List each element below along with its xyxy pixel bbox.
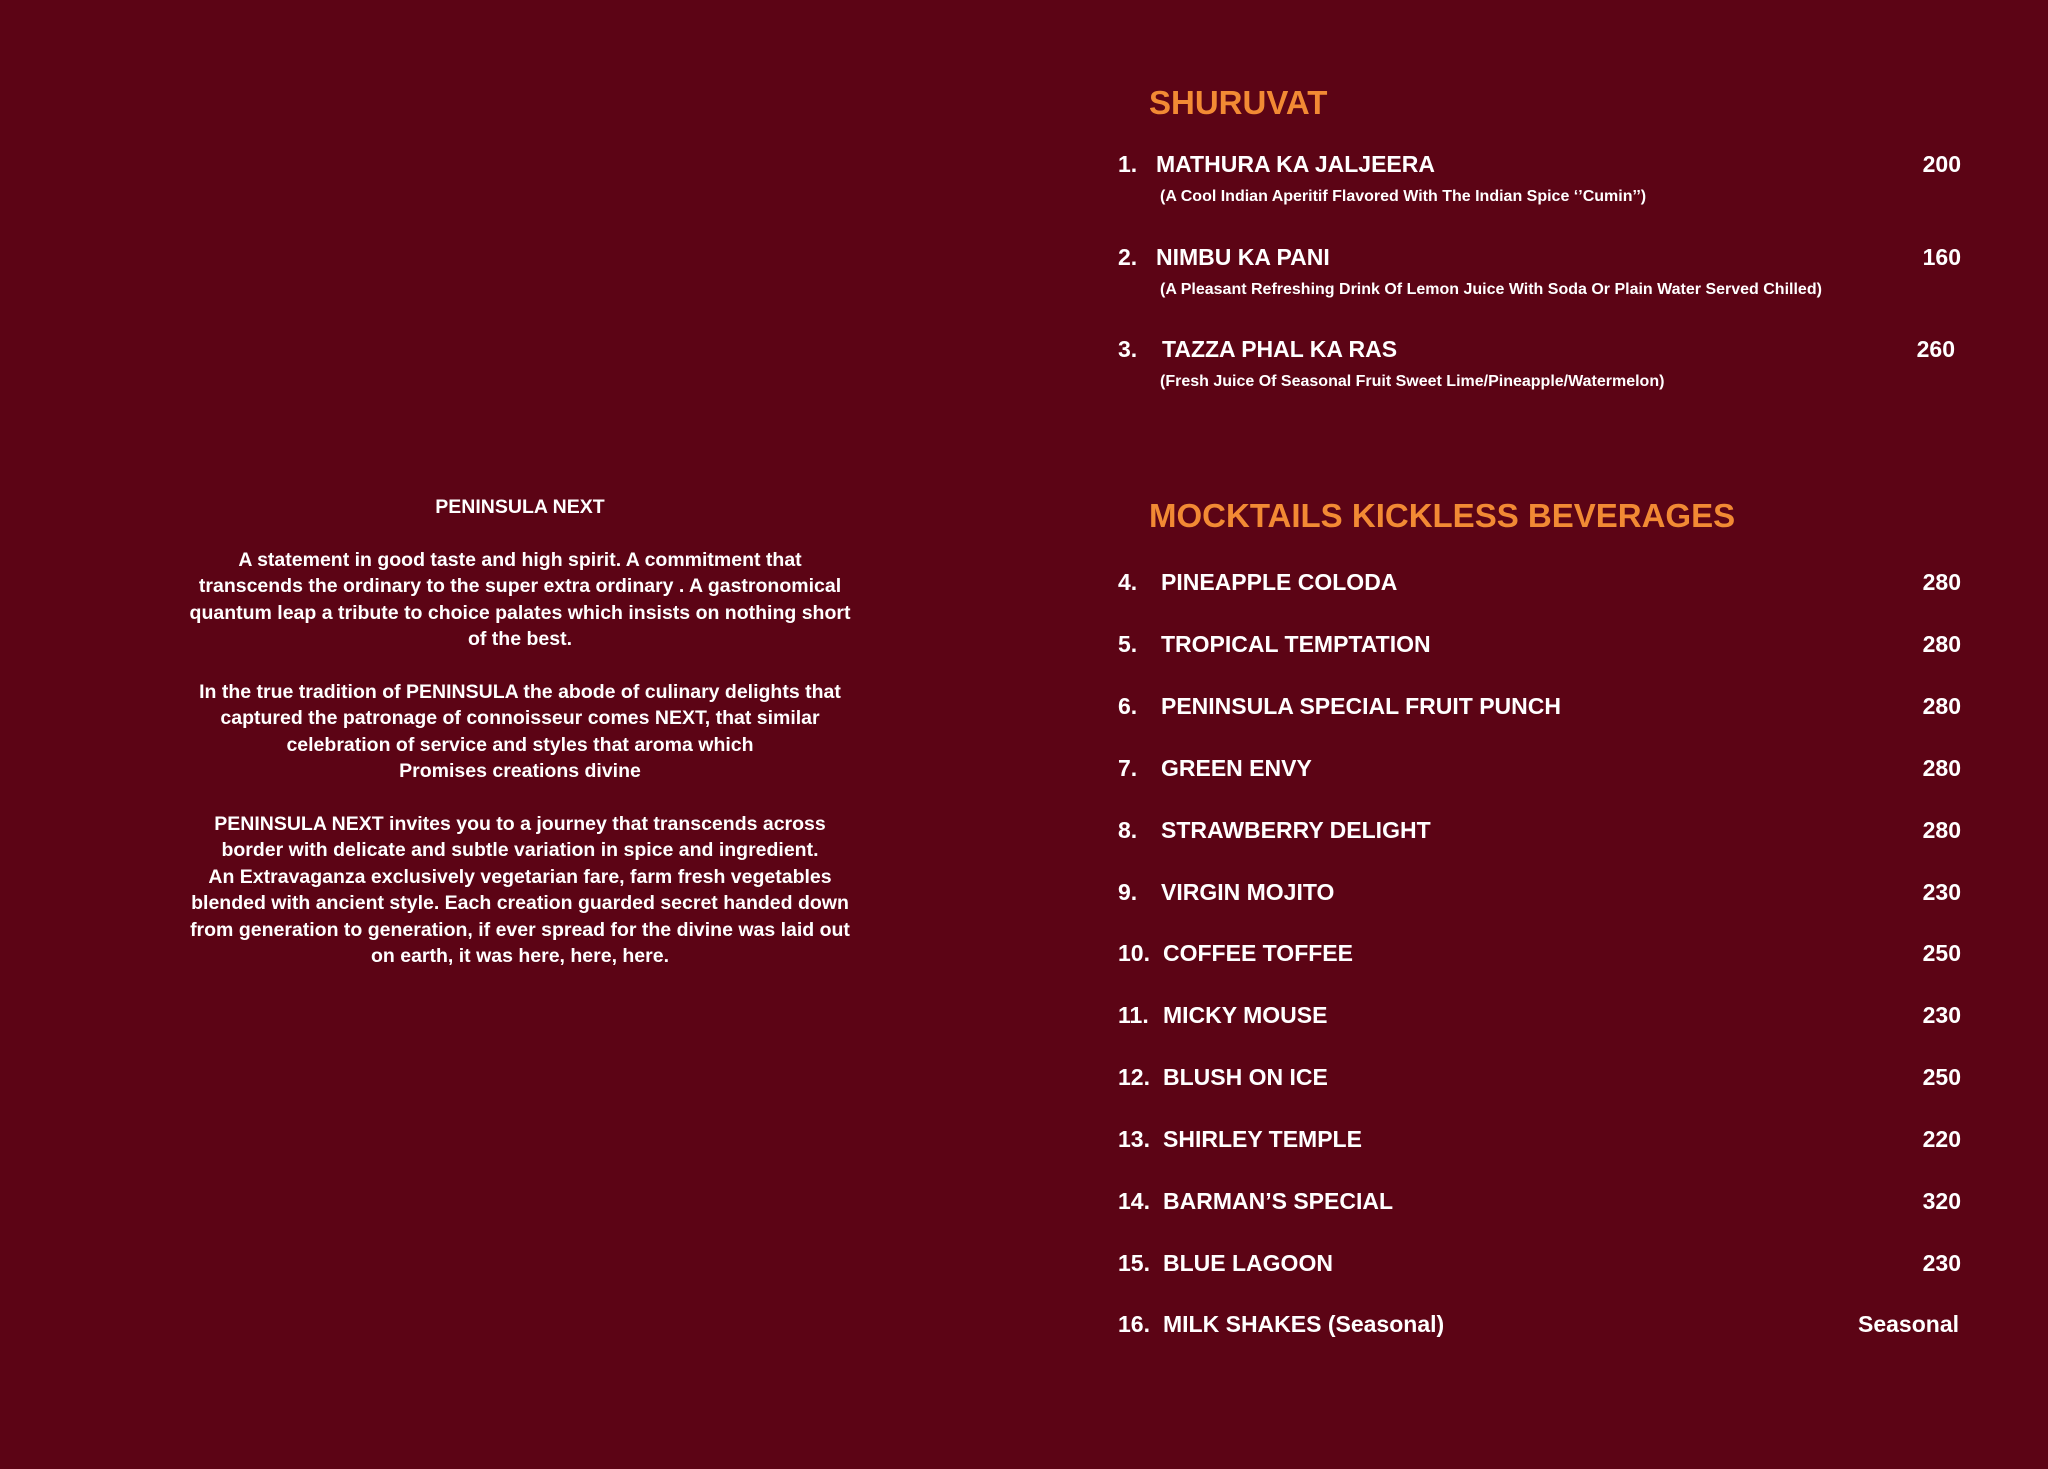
intro-line: PENINSULA NEXT invites you to a journey that transcends across xyxy=(214,812,826,835)
item-price: 160 xyxy=(1922,244,1961,270)
item-name: PINEAPPLE COLODA xyxy=(1161,569,1398,595)
intro-line: A statement in good taste and high spirit. A commitment that xyxy=(238,548,802,571)
item-name: SHIRLEY TEMPLE xyxy=(1163,1126,1362,1152)
item-name: COFFEE TOFFEE xyxy=(1163,940,1353,966)
intro-line: An Extravaganza exclusively vegetarian fare, farm fresh vegetables xyxy=(208,865,832,888)
intro-paragraph-3 xyxy=(170,811,870,970)
menu-item xyxy=(1118,151,1961,205)
intro-line: In the true tradition of PENINSULA the abode of culinary delights that xyxy=(199,680,841,703)
intro-line: Promises creations divine xyxy=(399,760,641,782)
item-name: MICKY MOUSE xyxy=(1163,1002,1328,1028)
item-name: PENINSULA SPECIAL FRUIT PUNCH xyxy=(1161,693,1561,719)
menu-item xyxy=(1118,631,1961,663)
intro-line: blended with ancient style. Each creation guarded secret handed down xyxy=(191,892,849,914)
section-heading-shuruvat: SHURUVAT xyxy=(1149,84,1328,121)
item-price: 280 xyxy=(1922,693,1961,719)
item-description: (A Pleasant Refreshing Drink Of Lemon Juice With Soda Or Plain Water Served Chilled) xyxy=(1160,281,1822,298)
item-price: 250 xyxy=(1922,1064,1961,1090)
intro-line: on earth, it was here, here, here. xyxy=(370,945,670,967)
menu-item xyxy=(1118,336,1961,390)
item-number: 9. xyxy=(1118,879,1138,905)
item-price: 230 xyxy=(1922,1002,1961,1028)
item-name: VIRGIN MOJITO xyxy=(1161,879,1335,905)
menu-item xyxy=(1118,1188,1961,1220)
menu-item xyxy=(1118,1311,1961,1343)
intro-line: captured the patronage of connoisseur comes NEXT, that similar xyxy=(220,707,820,729)
item-name: BLUE LAGOON xyxy=(1163,1250,1333,1276)
item-description: (A Cool Indian Aperitif Flavored With The Indian Spice ‘’Cumin’’) xyxy=(1160,188,1647,205)
item-number: 16. xyxy=(1118,1311,1150,1337)
item-description: (Fresh Juice Of Seasonal Fruit Sweet Lime/Pineapple/Watermelon) xyxy=(1160,373,1665,390)
item-number: 14. xyxy=(1118,1188,1150,1214)
item-number: 8. xyxy=(1118,817,1138,843)
item-name: BLUSH ON ICE xyxy=(1163,1064,1328,1090)
item-price: 220 xyxy=(1922,1126,1961,1152)
item-price: 280 xyxy=(1922,755,1961,781)
item-number: 6. xyxy=(1118,693,1138,719)
menu-item xyxy=(1118,755,1961,787)
item-name: BARMAN’S SPECIAL xyxy=(1163,1188,1394,1214)
intro-line: transcends the ordinary to the super extra ordinary . A gastronomical xyxy=(198,575,842,597)
item-price: 320 xyxy=(1922,1188,1961,1214)
item-price: 230 xyxy=(1922,1250,1961,1276)
intro-line: celebration of service and styles that aroma which xyxy=(286,733,754,756)
item-name: MATHURA KA JALJEERA xyxy=(1156,151,1435,177)
intro-paragraph-1 xyxy=(170,547,870,653)
item-number: 13. xyxy=(1118,1126,1150,1152)
item-number: 12. xyxy=(1118,1064,1150,1090)
item-price: 200 xyxy=(1922,151,1961,177)
intro-line: of the best. xyxy=(467,628,572,650)
menu-item xyxy=(1118,1064,1961,1096)
item-number: 15. xyxy=(1118,1250,1150,1276)
intro-line: border with delicate and subtle variation in spice and ingredient. xyxy=(221,839,819,861)
item-number: 11. xyxy=(1118,1002,1149,1028)
item-price: 280 xyxy=(1922,817,1961,843)
item-price: 230 xyxy=(1922,879,1961,905)
item-number: 7. xyxy=(1118,755,1138,781)
item-number: 4. xyxy=(1118,569,1138,595)
menu-item xyxy=(1118,940,1961,972)
item-name: MILK SHAKES (Seasonal) xyxy=(1163,1311,1445,1337)
menu-item xyxy=(1118,817,1961,849)
section-heading-mocktails: MOCKTAILS KICKLESS BEVERAGES xyxy=(1149,497,1736,534)
item-number: 5. xyxy=(1118,631,1138,657)
item-name: TROPICAL TEMPTATION xyxy=(1161,631,1431,657)
menu-item xyxy=(1118,1002,1961,1034)
item-name: TAZZA PHAL KA RAS xyxy=(1162,336,1398,362)
intro-line: from generation to generation, if ever spread for the divine was laid out xyxy=(190,918,850,941)
intro-title: PENINSULA NEXT xyxy=(435,496,605,518)
intro-paragraph-2 xyxy=(170,679,870,785)
item-number: 10. xyxy=(1118,940,1150,966)
item-number: 3. xyxy=(1118,336,1138,362)
menu-item xyxy=(1118,569,1961,601)
item-price: 250 xyxy=(1922,940,1961,966)
intro-line: quantum leap a tribute to choice palates which insists on nothing short xyxy=(189,601,851,624)
item-name: STRAWBERRY DELIGHT xyxy=(1161,817,1431,843)
intro-text-block xyxy=(170,494,870,996)
item-price: 280 xyxy=(1922,631,1961,657)
item-name: GREEN ENVY xyxy=(1161,755,1312,781)
item-number: 1. xyxy=(1118,151,1138,177)
menu-item xyxy=(1118,1126,1961,1158)
menu-item xyxy=(1118,1250,1961,1282)
item-name: NIMBU KA PANI xyxy=(1156,244,1330,270)
item-price: 280 xyxy=(1922,569,1961,595)
menu-item xyxy=(1118,244,1961,298)
menu-item xyxy=(1118,693,1961,725)
item-price: 260 xyxy=(1916,336,1955,362)
menu-item xyxy=(1118,879,1961,911)
item-price: Seasonal xyxy=(1858,1311,1959,1337)
item-number: 2. xyxy=(1118,244,1138,270)
